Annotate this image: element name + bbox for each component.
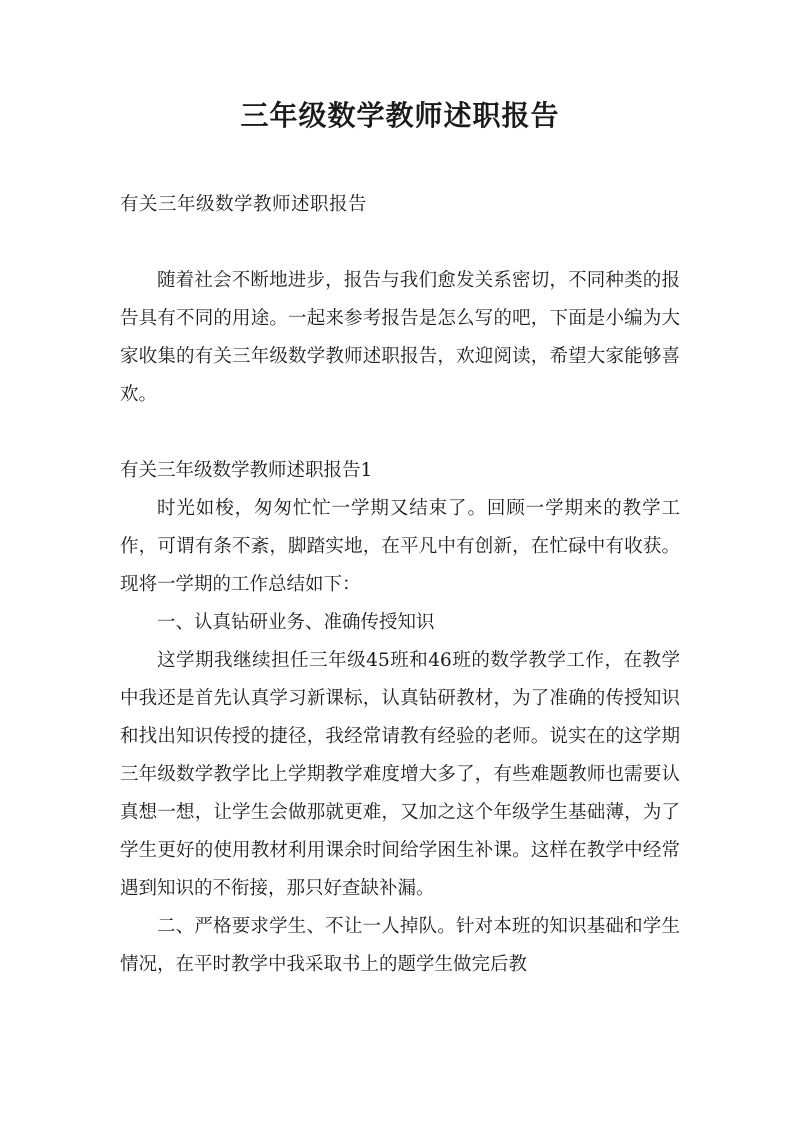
body-paragraph: 二、严格要求学生、不让一人掉队。针对本班的知识基础和学生情况，在平时教学中我采取书上的题学生做完后教 (120, 916, 680, 975)
intro-paragraph: 随着社会不断地进步，报告与我们愈发关系密切，不同种类的报告具有不同的用途。一起来参考报告是怎么写的吧，下面是小编为大家收集的有关三年级数学教师述职报告，欢迎阅读，希望大家能够喜欢。 (120, 270, 680, 405)
body-subheading: 一、认真钻研业务、准确传授知识 (157, 612, 435, 633)
document-subtitle: 有关三年级数学教师述职报告 (120, 194, 368, 215)
body-paragraph: 这学期我继续担任三年级45班和46班的数学教学工作，在教学中我还是首先认真学习新课标，认真钻研教材，为了准确的传授知识和找出知识传授的捷径，我经常请教有经验的老师。说实在的这学期三年级数学教学比上学期教学难度增大多了，有些难题教师也需要认真想一想，让学生会做那就更难，又加之这个年级学生基础薄，为了学生更好的使用教材利用课余时间给学困生补课。这样在教学中经常遇到知识的不衔接，那只好查缺补漏。 (120, 650, 680, 899)
document-body (120, 186, 680, 984)
document-title: 三年级数学教师述职报告 (240, 99, 560, 132)
section-heading: 有关三年级数学教师述职报告1 (120, 460, 373, 481)
body-paragraph: 时光如梭，匆匆忙忙一学期又结束了。回顾一学期来的教学工作，可谓有条不紊，脚踏实地，在平凡中有创新，在忙碌中有收获。现将一学期的工作总结如下： (120, 498, 680, 595)
